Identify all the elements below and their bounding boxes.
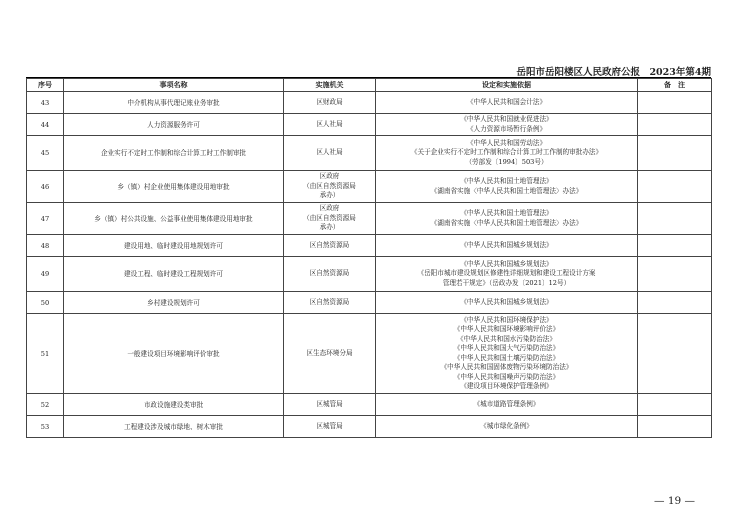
cell-agency-line: 区自然资源局: [309, 269, 350, 278]
table-row: [27, 92, 712, 114]
cell-agency-line: 区城管局: [316, 421, 343, 430]
cell-item-name: 乡村建设规划许可: [64, 292, 284, 314]
cell-remarks: [638, 292, 712, 314]
cell-item-name: 工程建设涉及城市绿地、树木审批: [64, 416, 284, 438]
cell-agency-line: 区人社局: [316, 119, 343, 128]
cell-item-name: 人力资源服务许可: [64, 114, 284, 136]
approval-items-table: [26, 78, 712, 438]
cell-agency-line: 区城管局: [316, 399, 343, 408]
cell-legal-basis: [376, 171, 638, 203]
cell-legal-basis: [376, 92, 638, 114]
cell-remarks: [638, 416, 712, 438]
cell-legal-basis-line: 《中华人民共和国城乡规划法》: [460, 297, 553, 306]
cell-legal-basis: [376, 114, 638, 136]
table-row: [27, 394, 712, 416]
table-row: [27, 136, 712, 171]
cell-remarks: [638, 203, 712, 235]
table-row: [27, 235, 712, 257]
cell-remarks: [638, 114, 712, 136]
header-item-name: 事项名称: [64, 79, 284, 92]
cell-legal-basis: [376, 416, 638, 438]
cell-remarks: [638, 92, 712, 114]
cell-remarks: [638, 314, 712, 394]
table-row: [27, 292, 712, 314]
cell-agency-line: 区政府: [319, 172, 340, 181]
cell-legal-basis: [376, 136, 638, 171]
cell-legal-basis: [376, 257, 638, 292]
cell-remarks: [638, 136, 712, 171]
cell-remarks: [638, 257, 712, 292]
table-row: [27, 314, 712, 394]
cell-item-name: 中介机构从事代理记账业务审批: [64, 92, 284, 114]
cell-agency-line: 区自然资源局: [309, 240, 350, 249]
cell-legal-basis-line: 《中华人民共和国土壤污染防治法》: [453, 353, 560, 362]
cell-legal-basis-line: 《城市绿化条例》: [480, 421, 533, 430]
cell-agency-line: 承办）: [319, 223, 340, 232]
cell-legal-basis-line: 《中华人民共和国劳动法》: [466, 138, 547, 147]
cell-item-name: 企业实行不定时工作制和综合计算工时工作制审批: [64, 136, 284, 171]
cell-serial-no: 46: [27, 171, 64, 203]
cell-remarks: [638, 235, 712, 257]
cell-serial-no: 48: [27, 235, 64, 257]
cell-item-name: 一般建设项目环境影响评价审批: [64, 314, 284, 394]
cell-legal-basis-line: 《中华人民共和国噪声污染防治法》: [453, 372, 560, 381]
table-row: [27, 257, 712, 292]
table-row: [27, 114, 712, 136]
cell-serial-no: 53: [27, 416, 64, 438]
cell-legal-basis: [376, 292, 638, 314]
cell-legal-basis-line: 《人力资源市场暂行条例》: [466, 124, 547, 133]
cell-item-name: 市政设施建设类审批: [64, 394, 284, 416]
cell-legal-basis: [376, 314, 638, 394]
cell-agency-line: 区财政局: [316, 97, 343, 106]
cell-legal-basis-line: 管理若干规定》（岳政办发〔2021〕12号）: [442, 278, 571, 287]
cell-agency: [284, 114, 376, 136]
cell-agency: [284, 257, 376, 292]
cell-agency-line: 承办）: [319, 191, 340, 200]
cell-serial-no: 47: [27, 203, 64, 235]
cell-agency: [284, 292, 376, 314]
table-header-row: [27, 79, 712, 92]
cell-serial-no: 51: [27, 314, 64, 394]
cell-legal-basis-line: 《中华人民共和国水污染防治法》: [457, 334, 556, 343]
cell-remarks: [638, 394, 712, 416]
cell-agency: [284, 394, 376, 416]
cell-agency-line: （由区自然资源局: [303, 213, 356, 222]
table-row: [27, 203, 712, 235]
cell-legal-basis-line: 《中华人民共和国大气污染防治法》: [453, 344, 560, 352]
cell-serial-no: 49: [27, 257, 64, 292]
cell-serial-no: 50: [27, 292, 64, 314]
cell-legal-basis-line: 《中华人民共和国就业促进法》: [460, 115, 553, 123]
cell-agency-line: （由区自然资源局: [303, 181, 356, 190]
table-row: [27, 416, 712, 438]
cell-item-name: 建设用地、临时建设用地规划许可: [64, 235, 284, 257]
cell-item-name: 建设工程、临时建设工程规划许可: [64, 257, 284, 292]
cell-remarks: [638, 171, 712, 203]
cell-legal-basis-line: 《中华人民共和国土地管理法》: [460, 177, 553, 185]
cell-legal-basis-line: 《中华人民共和国土地管理法》: [460, 209, 553, 217]
header-remarks: 备 注: [638, 79, 712, 92]
cell-legal-basis-line: 《中华人民共和国城乡规划法》: [460, 259, 553, 268]
cell-serial-no: 45: [27, 136, 64, 171]
cell-legal-basis: [376, 203, 638, 235]
cell-legal-basis-line: 《中华人民共和国环境保护法》: [460, 315, 553, 324]
cell-legal-basis: [376, 235, 638, 257]
cell-agency: [284, 416, 376, 438]
header-agency: 实施机关: [284, 79, 376, 92]
cell-legal-basis-line: 《城市道路管理条例》: [473, 399, 540, 408]
cell-serial-no: 44: [27, 114, 64, 136]
cell-legal-basis-line: （劳部发〔1994〕503号）: [465, 157, 548, 166]
cell-legal-basis-line: 《关于企业实行不定时工作制和综合计算工时工作制的审批办法》: [410, 148, 603, 157]
cell-serial-no: 43: [27, 92, 64, 114]
cell-agency: [284, 314, 376, 394]
cell-legal-basis-line: 《中华人民共和国固体废物污染环境防治法》: [440, 363, 573, 371]
table-row: [27, 171, 712, 203]
cell-legal-basis-line: 《岳阳市城市建设规划区修建性详细规划和建设工程设计方案: [417, 269, 596, 278]
cell-legal-basis-line: 《湖南省实施〈中华人民共和国土地管理法〉办法》: [430, 218, 583, 227]
cell-legal-basis: [376, 394, 638, 416]
cell-agency: [284, 235, 376, 257]
cell-item-name: 乡（镇）村公共设施、公益事业使用集体建设用地审批: [64, 203, 284, 235]
cell-agency: [284, 171, 376, 203]
cell-agency-line: 区政府: [319, 204, 340, 213]
cell-agency-line: 区人社局: [316, 148, 343, 157]
cell-legal-basis-line: 《中华人民共和国会计法》: [466, 97, 547, 106]
page-number: — 19 —: [654, 495, 696, 507]
cell-agency: [284, 136, 376, 171]
cell-agency-line: 区生态环境分局: [306, 348, 353, 357]
header-serial-no: 序号: [27, 79, 64, 92]
header-legal-basis: 设定和实施依据: [376, 79, 638, 92]
cell-agency-line: 区自然资源局: [309, 297, 350, 306]
cell-agency: [284, 92, 376, 114]
gazette-header: 岳阳市岳阳楼区人民政府公报 2023年第4期: [516, 67, 711, 78]
cell-legal-basis-line: 《建设项目环境保护管理条例》: [460, 382, 553, 390]
cell-serial-no: 52: [27, 394, 64, 416]
cell-legal-basis-line: 《中华人民共和国城乡规划法》: [460, 240, 553, 249]
cell-legal-basis-line: 《中华人民共和国环境影响评价法》: [453, 325, 560, 333]
cell-agency: [284, 203, 376, 235]
cell-item-name: 乡（镇）村企业使用集体建设用地审批: [64, 171, 284, 203]
cell-legal-basis-line: 《湖南省实施〈中华人民共和国土地管理法〉办法》: [430, 186, 583, 195]
